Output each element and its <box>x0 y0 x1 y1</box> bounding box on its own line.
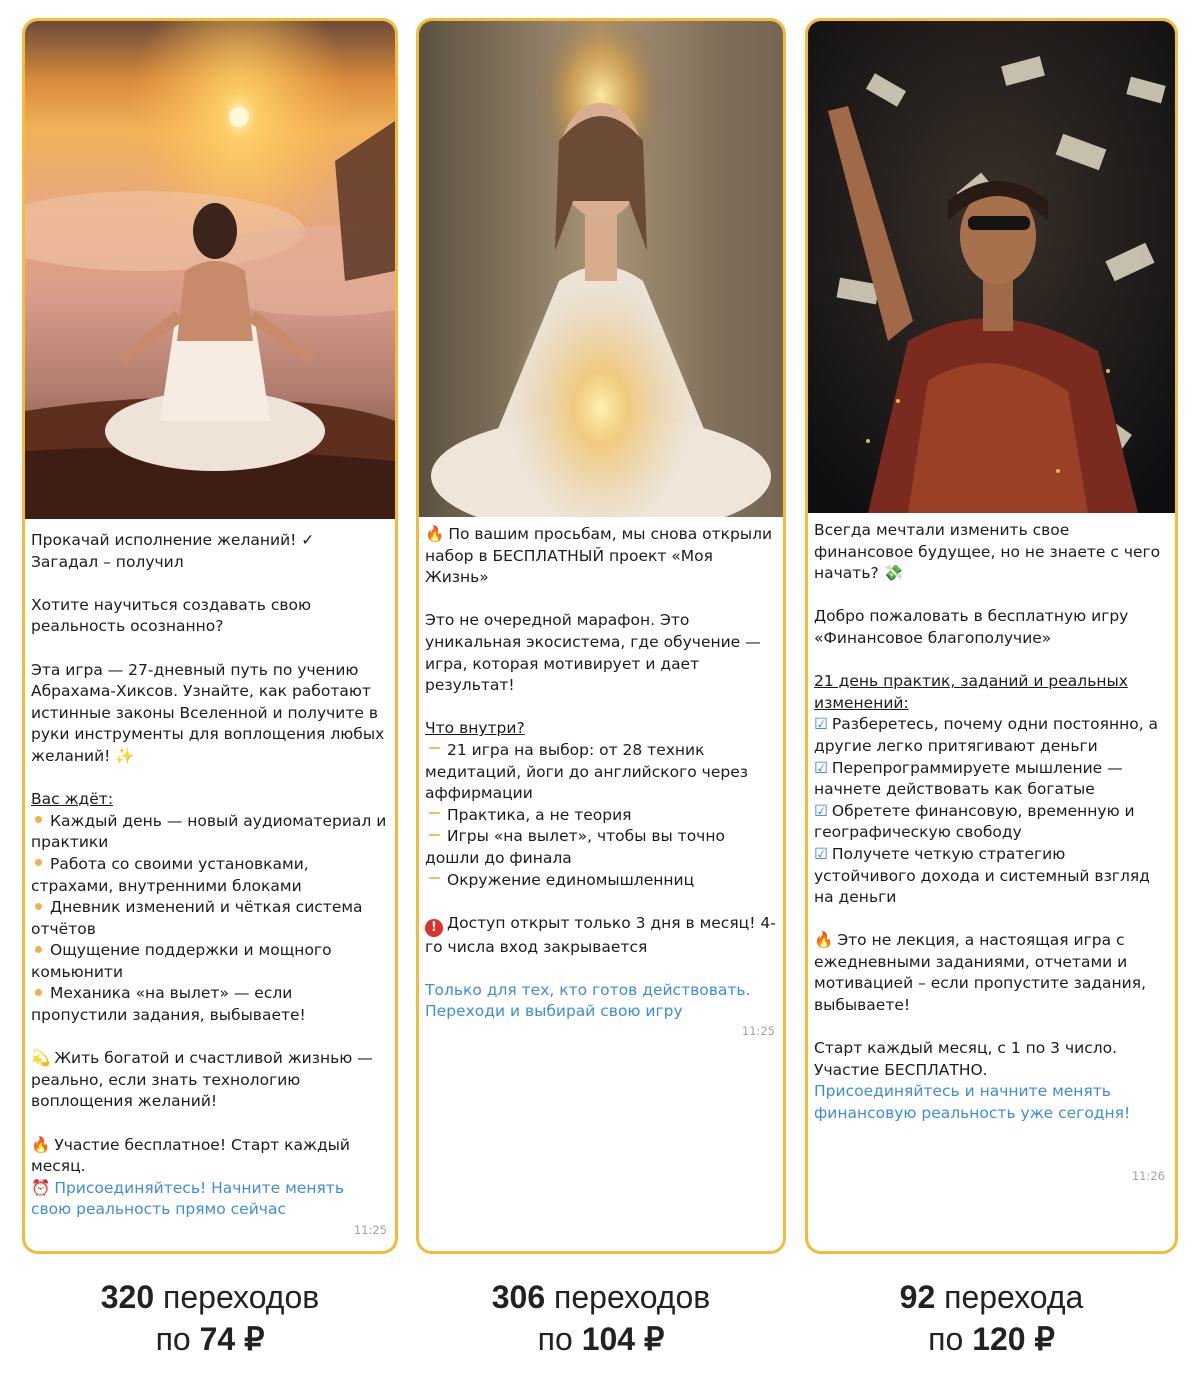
bullet-icon <box>35 903 42 910</box>
list-item: Работа со своими установками, страхами, внутренними блоками <box>31 854 309 895</box>
post-link[interactable]: Присоединяйтесь и начните менять финансовую реальность уже сегодня! <box>814 1082 1131 1123</box>
list-item: ☑ Разберетесь, почему одни постоянно, а другие легко притягивают деньги <box>814 715 1159 755</box>
post-paragraph: Это не очередной марафон. Это уникальная экосистема, где обучение — игра, которая мотивирует и дает результат! <box>425 611 761 695</box>
stat-count-word: переходов <box>554 1279 711 1315</box>
check-icon: ☑ <box>814 844 828 863</box>
ad-card-1 <box>22 18 398 1254</box>
stat-price-prefix: по <box>155 1321 191 1357</box>
bullet-icon <box>35 946 42 953</box>
bullet-icon <box>35 816 42 823</box>
post-paragraph: 💫 Жить богатой и счастливой жизнью — реально, если знать технологию воплощения желаний! <box>31 1049 373 1111</box>
stat-count: 320 <box>100 1279 155 1315</box>
list-item: Практика, а не теория <box>425 805 777 827</box>
post-title: 🔥 По вашим просьбам, мы снова открыли набор в БЕСПЛАТНЫЙ проект «Моя Жизнь» <box>425 525 773 587</box>
post-paragraph: 🔥 Это не лекция, а настоящая игра с ежедневными заданиями, отчетами и мотивацией – если пропустите задания, выбываете! <box>814 931 1147 1015</box>
post-subtitle: Загадал – получил <box>31 552 184 571</box>
stat-count-word: перехода <box>944 1279 1084 1315</box>
post-link[interactable]: ⏰ Присоединяйтесь! Начните менять свою реальность прямо сейчас <box>31 1178 344 1219</box>
comet-icon: 💫 <box>31 1049 51 1068</box>
post-warning: ! Доступ открыт только 3 дня в месяц! 4-го числа вход закрывается <box>425 913 776 956</box>
post-paragraph: Эта игра — 27-дневный путь по учению Абрахама-Хиксов. Узнайте, как работают истинные законы Вселенной и получите в руки инструменты для воплощения любых желаний! ✨ <box>31 660 385 765</box>
list-title: 21 день практик, заданий и реальных изменений: <box>814 672 1128 712</box>
list-item: Окружение единомышленниц <box>425 870 777 892</box>
stat-price-prefix: по <box>537 1321 573 1357</box>
dash-icon <box>429 877 440 879</box>
check-icon: ☑ <box>814 801 828 820</box>
stat-result-2 <box>416 1276 786 1360</box>
post-paragraph: Старт каждый месяц, с 1 по 3 число. Участие БЕСПЛАТНО. <box>814 1039 1118 1079</box>
list-title: Вас ждёт: <box>31 790 114 809</box>
list-item: Дневник изменений и чёткая система отчётов <box>31 898 363 938</box>
list-title: Что внутри? <box>425 719 525 738</box>
post-paragraph: Хотите научиться создавать свою реальность осознанно? <box>31 595 312 636</box>
bullet-icon <box>35 859 42 866</box>
post-text <box>31 530 389 1221</box>
stat-price: 74 ₽ <box>199 1321 265 1357</box>
bullet-icon <box>35 989 42 996</box>
dash-icon <box>429 812 440 814</box>
dash-icon <box>429 834 440 836</box>
stat-price: 104 ₽ <box>581 1321 665 1357</box>
stat-count-word: переходов <box>163 1279 320 1315</box>
stat-price-prefix: по <box>928 1321 964 1357</box>
list-item: ☑ Перепрограммируете мышление — начнете действовать как богатые <box>814 758 1123 799</box>
post-time: 11:25 <box>741 1024 775 1038</box>
ad-image-meditation-sunset <box>25 21 395 519</box>
list-item: Игры «на вылет», чтобы вы точно дошли до финала <box>425 827 725 867</box>
fire-icon: 🔥 <box>814 931 834 950</box>
list-item: Механика «на вылет» — если пропустили задания, выбываете! <box>31 984 306 1025</box>
post-time: 11:25 <box>353 1223 387 1237</box>
post-paragraph: Добро пожаловать в бесплатную игру «Финансовое благополучие» <box>814 607 1129 647</box>
fire-icon: 🔥 <box>31 1135 51 1154</box>
post-link[interactable]: Только для тех, кто готов действовать. Переходи и выбирай свою игру <box>425 980 751 1021</box>
stat-price: 120 ₽ <box>972 1321 1055 1357</box>
check-icon: ☑ <box>814 715 828 734</box>
post-time: 11:26 <box>1131 1169 1165 1183</box>
exclamation-icon: ! <box>425 919 443 937</box>
list-item: 21 игра на выбор: от 28 техник медитаций, йоги до английского через аффирмации <box>425 740 748 803</box>
stat-count: 306 <box>491 1279 546 1315</box>
list-item: ☑ Получете четкую стратегию устойчивого дохода и системный взгляд на деньги <box>814 844 1150 907</box>
post-text <box>425 524 777 1023</box>
list-item: Каждый день — новый аудиоматериал и практики <box>31 811 387 852</box>
dash-icon <box>429 747 440 749</box>
ad-image-money-rain <box>808 21 1175 513</box>
list-item: Ощущение поддержки и мощного комьюнити <box>31 941 332 981</box>
post-title: Всегда мечтали изменить свое финансовое будущее, но не знаете с чего начать? 💸 <box>814 521 1161 583</box>
stat-count: 92 <box>899 1279 936 1315</box>
list-item: ☑ Обретете финансовую, временную и географическую свободу <box>814 801 1135 842</box>
stat-result-1 <box>22 1276 398 1360</box>
check-icon: ☑ <box>814 758 828 777</box>
alarm-clock-icon: ⏰ <box>31 1178 51 1197</box>
fire-icon: 🔥 <box>425 525 445 543</box>
post-paragraph: 🔥 Участие бесплатное! Старт каждый месяц. <box>31 1135 350 1176</box>
post-title: Прокачай исполнение желаний! ✓ <box>31 531 315 549</box>
ad-image-meditation-light <box>419 21 783 517</box>
ad-card-2 <box>416 18 786 1254</box>
post-text <box>814 520 1169 1125</box>
ad-card-3 <box>805 18 1178 1254</box>
stat-result-3 <box>805 1276 1178 1360</box>
